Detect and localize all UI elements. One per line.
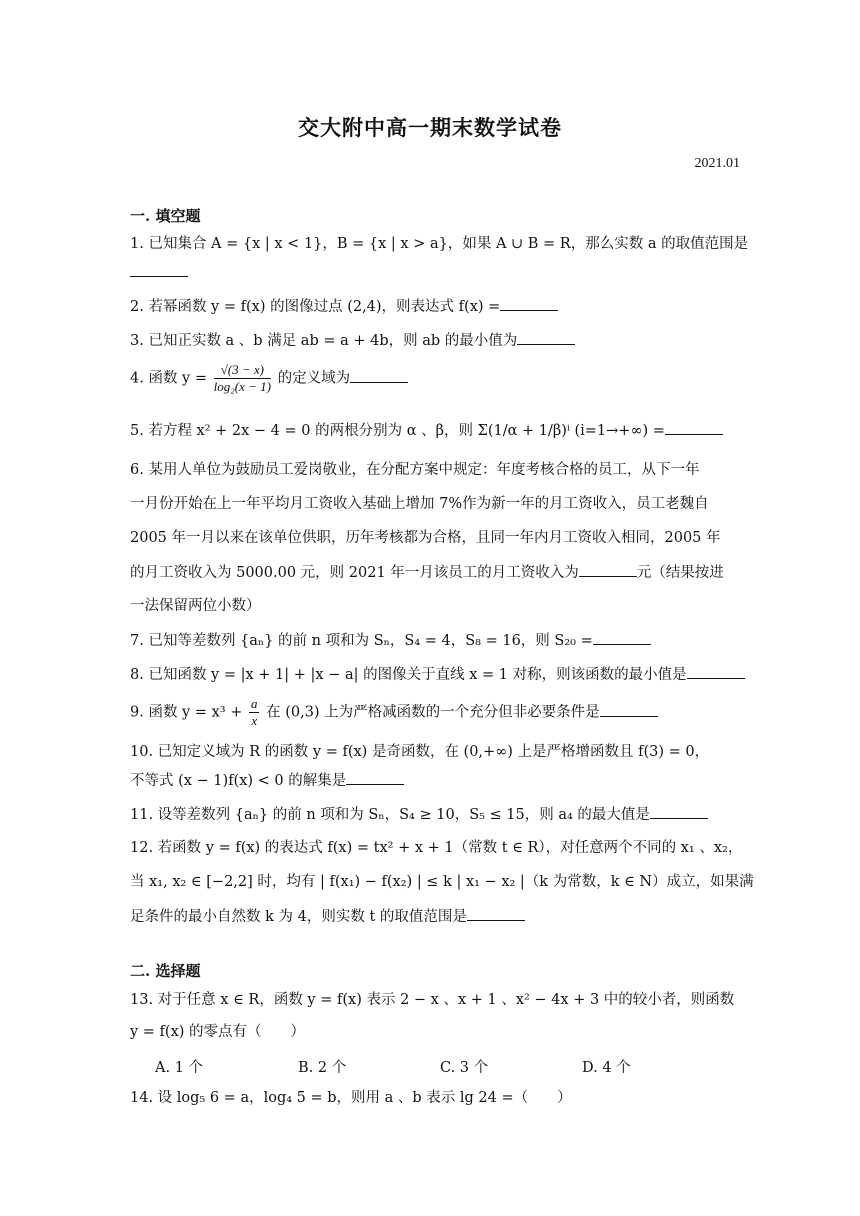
fraction: $\frac{a}{x}$ — [250, 696, 258, 728]
question-10-line-1: 10. 已知定义域为 R 的函数 y = f(x) 是奇函数，在 (0,+∞) 上是严格增函数且 f(3) = 0， — [130, 744, 710, 760]
section-fill-heading: 一. 填空题 — [130, 207, 201, 225]
question-12-line-2: 当 x₁, x₂ ∈ [−2,2] 时，均有 | f(x₁) − f(x₂) | ≤ k | x₁ − x₂ |（k 为常数，k ∈ N）成立，如果满 — [130, 874, 754, 890]
blank — [665, 420, 723, 435]
question-4: 4. 函数 y = $\frac{√(3 - x)}{\text{log₂(x − 1)}}$ 的定义域为 — [130, 362, 750, 395]
fraction: $\frac{√(3 - x)}{\text{log₂(x − 1)}}$ — [213, 362, 271, 394]
blank — [130, 262, 188, 277]
question-6-line-1: 6. 某用人单位为鼓励员工爱岗敬业，在分配方案中规定：年度考核合格的员工，从下一年 — [130, 462, 700, 478]
answer-blank-1 — [130, 262, 750, 283]
question-6-line-2: 一月份开始在上一年平均月工资收入基础上增加 7%作为新一年的月工资收入，员工老魏自 — [130, 496, 709, 512]
option-b: B. 2 个 — [298, 1060, 347, 1076]
question-7: 7. 已知等差数列 {aₙ} 的前 n 项和为 Sₙ，S₄ = 4，S₈ = 16，则 S₂₀ = — [130, 630, 750, 651]
question-6-line-3: 2005 年一月以来在该单位供职，历年考核都为合格，且同一年内月工资收入相同，2005 年 — [130, 530, 721, 546]
question-9: 9. 函数 y = x³ + $\frac{a}{x}$ 在 (0,3) 上为严格减函数的一个充分但非必要条件是 — [130, 696, 750, 729]
exam-date: 2021.01 — [694, 156, 740, 171]
blank — [687, 664, 745, 679]
question-13-line-1: 13. 对于任意 x ∈ R，函数 y = f(x) 表示 2 − x 、x + 1 、x² − 4x + 3 中的较小者，则函数 — [130, 992, 735, 1008]
question-12-line-3: 足条件的最小自然数 k 为 4，则实数 t 的取值范围是 — [130, 906, 750, 927]
blank — [346, 770, 404, 785]
option-d: D. 4 个 — [582, 1060, 631, 1076]
blank — [467, 906, 525, 921]
question-1: 1. 已知集合 A = {x | x < 1}，B = {x | x > a}，如果 A ∪ B = R，那么实数 a 的取值范围是 — [130, 236, 749, 252]
question-8: 8. 已知函数 y = |x + 1| + |x − a| 的图像关于直线 x = 1 对称，则该函数的最小值是 — [130, 664, 750, 685]
question-6-line-4: 的月工资收入为 5000.00 元，则 2021 年一月该员工的月工资收入为 元（结果按进 — [130, 562, 750, 583]
question-11: 11. 设等差数列 {aₙ} 的前 n 项和为 Sₙ，S₄ ≥ 10，S₅ ≤ 15，则 a₄ 的最大值是 — [130, 804, 750, 825]
option-a: A. 1 个 — [155, 1060, 204, 1076]
question-3: 3. 已知正实数 a 、b 满足 ab = a + 4b，则 ab 的最小值为 — [130, 330, 750, 351]
question-14: 14. 设 log₅ 6 = a，log₄ 5 = b，则用 a 、b 表示 lg 24 =（ ） — [130, 1090, 572, 1106]
question-5: 5. 若方程 x² + 2x − 4 = 0 的两根分别为 α 、β，则 Σ(1/α + 1/β)ⁱ (i=1→+∞) = — [130, 420, 750, 441]
question-2: 2. 若幂函数 y = f(x) 的图像过点 (2,4)，则表达式 f(x) = — [130, 296, 750, 317]
question-12-line-1: 12. 若函数 y = f(x) 的表达式 f(x) = tx² + x + 1（常数 t ∈ R），对任意两个不同的 x₁ 、x₂， — [130, 840, 743, 856]
blank — [500, 296, 558, 311]
blank — [350, 368, 408, 383]
blank — [600, 702, 658, 717]
blank — [650, 804, 708, 819]
question-13-line-2: y = f(x) 的零点有（ ） — [130, 1024, 306, 1040]
blank — [517, 330, 575, 345]
section-choice-heading: 二. 选择题 — [130, 962, 201, 980]
option-c: C. 3 个 — [440, 1060, 489, 1076]
question-10-line-2: 不等式 (x − 1)f(x) < 0 的解集是 — [130, 770, 750, 791]
blank — [593, 630, 651, 645]
question-6-line-5: 一法保留两位小数） — [130, 598, 261, 614]
page-title: 交大附中高一期末数学试卷 — [298, 115, 562, 140]
blank — [579, 562, 637, 577]
